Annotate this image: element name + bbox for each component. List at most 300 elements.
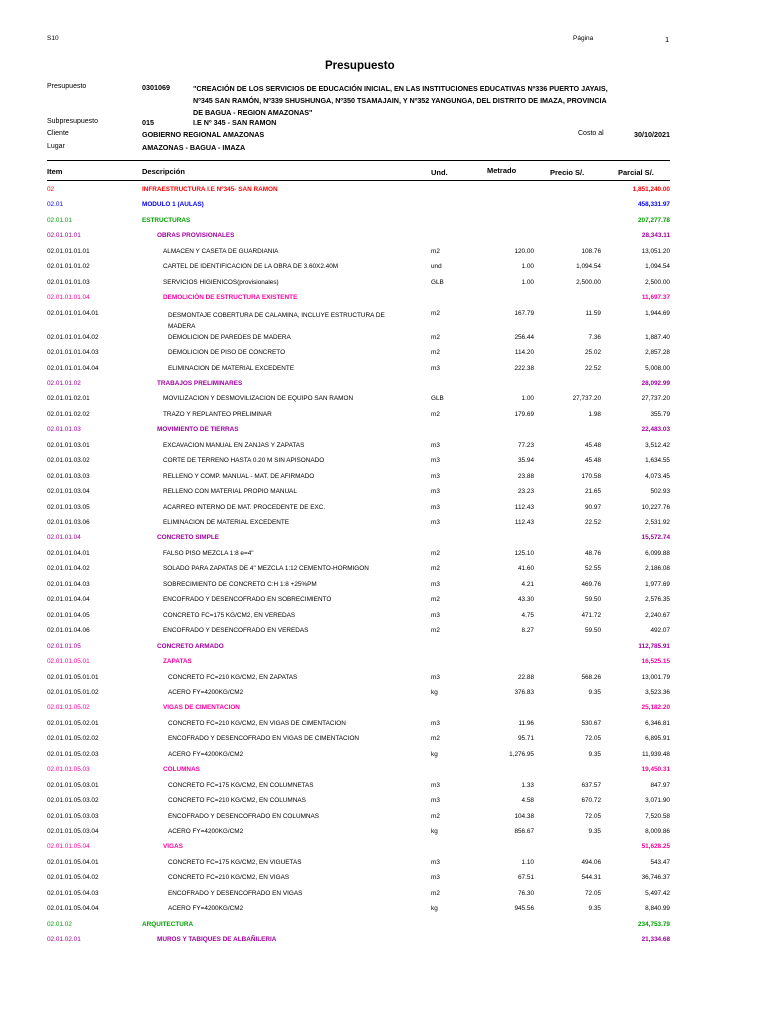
item-description: DEMOLICIÓN DE ESTRUCTURA EXISTENTE	[163, 294, 298, 302]
item-parcial: 27,737.20	[641, 395, 670, 403]
item-metrado: 856.67	[514, 828, 534, 835]
item-unit: m2	[431, 309, 440, 317]
item-metrado: 43.30	[518, 596, 534, 604]
item-parcial: 1,977.69	[645, 580, 670, 588]
table-group-row	[0, 936, 768, 951]
cliente-value: GOBIERNO REGIONAL AMAZONAS	[142, 130, 265, 139]
item-code: 02.01.01.01.04.04	[47, 364, 99, 372]
item-description: FALSO PISO MEZCLA 1:8 e=4"	[163, 549, 254, 557]
item-precio: 27,737.20	[572, 395, 601, 403]
item-description: TRAZO Y REPLANTEO PRELIMINAR	[163, 410, 272, 418]
table-row	[0, 504, 768, 519]
item-parcial: 5,008.00	[645, 364, 670, 372]
item-metrado: 77.23	[518, 441, 534, 449]
item-code: 02.01.01.05.01.02	[47, 688, 99, 696]
item-code: 02.01.01.04.03	[47, 580, 90, 588]
item-code: 02.01.01.05.03.01	[47, 781, 99, 789]
table-group-row	[0, 921, 768, 936]
costo-date: 30/10/2021	[634, 130, 670, 139]
item-parcial: 6,895.91	[645, 735, 670, 743]
item-description: SOLADO PARA ZAPATAS DE 4" MEZCLA 1:12 CEMENTO-HORMIGON	[163, 565, 369, 573]
item-metrado: 167.79	[514, 309, 534, 317]
item-description: CONCRETO FC=210 KG/CM2, EN VIGAS DE CIMENTACION	[168, 719, 346, 727]
item-metrado: 945.56	[514, 905, 534, 913]
item-parcial: 11,697.37	[641, 294, 670, 302]
item-parcial: 13,001.79	[641, 673, 670, 681]
item-parcial: 8,840.99	[645, 905, 670, 913]
item-code: 02.01.01.05.03	[47, 766, 90, 774]
item-metrado: 4.58	[521, 797, 534, 805]
item-description: CONCRETO FC=175 KG/CM2, EN VEREDAS	[163, 611, 296, 619]
item-description: CONCRETO ARMADO	[157, 642, 224, 650]
item-parcial: 492.07	[650, 627, 670, 635]
item-description: COLUMNAS	[163, 766, 200, 774]
item-description: ACERO FY=4200KG/CM2	[168, 688, 244, 696]
item-code: 02.01.01	[47, 216, 72, 224]
table-group-row	[0, 201, 768, 216]
item-precio: 2,500.00	[576, 278, 601, 286]
item-unit: m2	[431, 565, 440, 573]
item-code: 02	[47, 186, 55, 193]
item-precio: 170.58	[581, 472, 601, 480]
item-code: 02.01.01.05.04.01	[47, 858, 99, 866]
table-group-row	[0, 232, 768, 247]
item-parcial: 13,051.20	[641, 247, 670, 255]
table-row	[0, 395, 768, 410]
item-unit: m3	[431, 519, 440, 526]
item-unit: m2	[431, 735, 440, 743]
item-metrado: 67.51	[518, 874, 534, 882]
table-group-row	[0, 217, 768, 232]
item-unit: m3	[431, 611, 440, 619]
item-precio: 48.76	[585, 549, 601, 557]
item-metrado: 22.88	[518, 673, 534, 681]
item-unit: m3	[431, 858, 440, 866]
item-precio: 9.35	[588, 688, 601, 696]
item-parcial: 3,523.36	[645, 688, 670, 696]
item-parcial: 543.47	[650, 858, 670, 866]
item-metrado: 222.38	[514, 364, 534, 372]
table-row	[0, 565, 768, 580]
page-label: Página	[573, 35, 594, 42]
item-parcial: 3,071.90	[645, 797, 670, 805]
item-description: CONCRETO FC=175 KG/CM2, EN COLUMNETAS	[168, 781, 314, 789]
item-metrado: 23.23	[518, 488, 534, 496]
item-code: 02.01.01.05.04.03	[47, 889, 99, 897]
item-parcial: 25,182.20	[641, 704, 670, 712]
presupuesto-description: "CREACIÓN DE LOS SERVICIOS DE EDUCACIÓN INICIAL, EN LAS INSTITUCIONES EDUCATIVAS Nº336 PUERTO JAYAIS, Nº345 SAN RAMÓN, Nº339 SHUSHUNGA, Nº350 TSAMAJAIN, Y Nº352 YANGUNGA, DEL DISTRITO DE IMAZA, PROVINCIA DE BAGUA - REGION AMAZONAS"	[193, 84, 608, 117]
item-unit: m3	[431, 488, 440, 496]
item-metrado: 4.75	[521, 611, 534, 619]
page-number: 1	[665, 35, 670, 44]
item-code: 02.01.01.05.02.01	[47, 719, 99, 727]
item-unit: m3	[431, 503, 440, 511]
item-code: 02.01.01.02.02	[47, 410, 90, 418]
item-code: 02.01.01.05.02	[47, 704, 90, 712]
item-parcial: 6,099.88	[645, 549, 670, 557]
item-metrado: 1.00	[521, 395, 534, 403]
item-description: DEMOLICION DE PAREDES DE MADERA	[168, 333, 291, 341]
item-description: MUROS Y TABIQUES DE ALBAÑILERIA	[157, 936, 277, 944]
item-precio: 7.36	[588, 333, 601, 341]
item-metrado: 41.60	[518, 565, 534, 573]
item-code: 02.01.01.04	[47, 534, 81, 542]
header-bottom-rule	[47, 180, 670, 181]
item-precio: 469.76	[581, 580, 601, 588]
item-description: CONCRETO SIMPLE	[157, 534, 220, 542]
item-code: 02.01.01.05.01.01	[47, 673, 99, 681]
item-description: ESTRUCTURAS	[142, 216, 191, 224]
table-row	[0, 334, 768, 349]
item-unit: m2	[431, 596, 440, 604]
item-description: VIGAS	[163, 843, 183, 851]
item-unit: kg	[431, 828, 438, 835]
item-parcial: 51,628.25	[641, 843, 670, 851]
item-metrado: 4.21	[521, 580, 534, 588]
presupuesto-code: 0301069	[142, 83, 170, 92]
item-parcial: 2,240.67	[645, 611, 670, 619]
table-row	[0, 828, 768, 843]
item-metrado: 1.00	[521, 263, 534, 271]
table-row	[0, 365, 768, 380]
item-description: RELLENO CON MATERIAL PROPIO MANUAL	[163, 488, 297, 496]
item-description: ENCOFRADO Y DESENCOFRADO EN VIGAS	[168, 889, 303, 897]
item-code: 02.01.01.03.04	[47, 488, 90, 496]
item-metrado: 120.00	[514, 247, 534, 255]
item-parcial: 1,887.40	[645, 333, 670, 341]
item-precio: 637.57	[581, 781, 601, 789]
item-description: TRABAJOS PRELIMINARES	[157, 379, 243, 387]
item-code: 02.01.01.01.03	[47, 278, 90, 286]
item-parcial: 1,094.54	[645, 263, 670, 271]
item-unit: m2	[431, 349, 440, 357]
item-code: 02.01.01.01.01	[47, 247, 90, 255]
item-unit: m2	[431, 627, 440, 635]
item-precio: 25.02	[585, 349, 601, 357]
item-parcial: 847.97	[650, 781, 670, 789]
item-code: 02.01.01.04.06	[47, 627, 90, 635]
item-unit: m2	[431, 410, 440, 418]
item-code: 02.01.01.03.01	[47, 441, 90, 449]
item-unit: m3	[431, 364, 440, 372]
item-description: CARTEL DE IDENTIFICACION DE LA OBRA DE 3.60X2.40M	[163, 263, 339, 271]
item-metrado: 376.83	[514, 688, 534, 696]
table-row	[0, 349, 768, 364]
item-precio: 45.48	[585, 457, 601, 465]
item-parcial: 2,531.92	[645, 519, 670, 526]
table-row	[0, 905, 768, 920]
item-metrado: 256.44	[514, 333, 534, 341]
item-parcial: 4,073.45	[645, 472, 670, 480]
table-row	[0, 813, 768, 828]
item-parcial: 7,520.58	[645, 812, 670, 820]
table-group-row	[0, 534, 768, 549]
item-precio: 52.55	[585, 565, 601, 573]
table-row	[0, 248, 768, 263]
item-description: CONCRETO FC=210 KG/CM2, EN VIGAS	[168, 874, 290, 882]
table-row	[0, 473, 768, 488]
item-metrado: 1,276.95	[509, 750, 534, 758]
col-header-parcial: Parcial S/.	[618, 168, 654, 177]
item-metrado: 11.96	[518, 719, 534, 727]
item-metrado: 35.94	[518, 457, 534, 465]
subpresupuesto-label: Subpresupuesto	[47, 118, 98, 125]
item-code: 02.01.01.03.05	[47, 503, 90, 511]
item-unit: m3	[431, 457, 440, 465]
table-row	[0, 890, 768, 905]
item-description: SERVICIOS HIGIENICOS(provisionales)	[163, 278, 279, 286]
item-precio: 11.59	[585, 309, 601, 317]
item-description: ELIMINACION DE MATERIAL EXCEDENTE	[163, 519, 290, 526]
item-metrado: 1.33	[521, 781, 534, 789]
item-code: 02.01.02	[47, 920, 72, 928]
table-row	[0, 720, 768, 735]
table-row	[0, 263, 768, 278]
item-metrado: 114.20	[514, 349, 534, 357]
table-row	[0, 689, 768, 704]
item-code: 02.01.01.05.02.02	[47, 735, 99, 743]
item-description: MOVIMIENTO DE TIERRAS	[157, 426, 239, 434]
item-parcial: 355.79	[650, 410, 670, 418]
item-unit: kg	[431, 750, 438, 758]
item-code: 02.01.01.01.02	[47, 263, 90, 271]
item-code: 02.01.01.01.04	[47, 294, 90, 302]
item-parcial: 15,572.74	[641, 534, 670, 542]
item-unit: m3	[431, 472, 440, 480]
item-code: 02.01.01.01	[47, 232, 81, 240]
item-code: 02.01.01.02.01	[47, 395, 90, 403]
item-unit: kg	[431, 905, 438, 913]
item-metrado: 95.71	[518, 735, 534, 743]
item-code: 02.01.01.05.04.02	[47, 874, 99, 882]
item-metrado: 112.43	[514, 503, 534, 511]
col-header-metrado: Metrado	[487, 166, 517, 175]
item-metrado: 179.69	[514, 410, 534, 418]
item-precio: 9.35	[588, 828, 601, 835]
report-code: S10	[47, 35, 59, 42]
table-group-row	[0, 186, 768, 201]
item-description: CONCRETO FC=210 KG/CM2, EN ZAPATAS	[168, 673, 298, 681]
item-precio: 530.67	[581, 719, 601, 727]
item-unit: m3	[431, 797, 440, 805]
item-unit: GLB	[431, 395, 444, 403]
item-parcial: 1,851,240.00	[632, 186, 670, 193]
table-row	[0, 581, 768, 596]
item-unit: und	[431, 263, 442, 271]
item-precio: 59.50	[585, 596, 601, 604]
item-description: VIGAS DE CIMENTACION	[163, 704, 240, 712]
item-code: 02.01.01.05.02.03	[47, 750, 99, 758]
item-unit: m2	[431, 812, 440, 820]
item-unit: m2	[431, 247, 440, 255]
item-unit: m3	[431, 781, 440, 789]
item-unit: kg	[431, 688, 438, 696]
item-parcial: 3,512.42	[645, 441, 670, 449]
item-parcial: 1,944.69	[645, 309, 670, 317]
table-row	[0, 874, 768, 889]
page-title: Presupuesto	[325, 60, 395, 72]
item-description: ACERO FY=4200KG/CM2	[168, 905, 244, 913]
table-group-row	[0, 658, 768, 673]
item-parcial: 234,753.79	[638, 920, 670, 928]
item-metrado: 112.43	[514, 519, 534, 526]
item-code: 02.01.01.03.06	[47, 519, 90, 526]
item-description: DESMONTAJE COBERTURA DE CALAMINA, INCLUYE ESTRUCTURA DE MADERA	[168, 311, 385, 330]
item-code: 02.01.01.03.03	[47, 472, 90, 480]
item-parcial: 19,450.31	[641, 766, 670, 774]
table-row	[0, 782, 768, 797]
item-code: 02.01.01.01.04.01	[47, 309, 99, 317]
col-header-item: Item	[47, 167, 63, 176]
table-row	[0, 627, 768, 642]
item-parcial: 28,092.99	[641, 379, 670, 387]
subpresupuesto-description: I.E Nº 345 - SAN RAMON	[193, 118, 277, 127]
item-precio: 108.76	[581, 247, 601, 255]
table-row	[0, 674, 768, 689]
item-precio: 494.06	[581, 858, 601, 866]
item-description: ACARREO INTERNO DE MAT. PROCEDENTE DE EXC.	[163, 503, 326, 511]
table-row	[0, 488, 768, 503]
item-parcial: 21,334.68	[641, 936, 670, 944]
item-precio: 670.72	[581, 797, 601, 805]
item-description: ZAPATAS	[163, 658, 192, 666]
item-precio: 22.52	[585, 519, 601, 526]
header-top-rule	[47, 160, 670, 161]
item-metrado: 23.88	[518, 472, 534, 480]
item-description: ARQUITECTURA	[142, 920, 194, 928]
item-unit: m2	[431, 333, 440, 341]
table-row	[0, 309, 768, 330]
item-unit: m3	[431, 874, 440, 882]
item-precio: 59.50	[585, 627, 601, 635]
item-unit: m3	[431, 441, 440, 449]
item-description: MOVILIZACION Y DESMOVILIZACION DE EQUIPO SAN RAMON	[163, 395, 354, 403]
item-description: CONCRETO FC=210 KG/CM2, EN COLUMNAS	[168, 797, 306, 805]
item-description: ACERO FY=4200KG/CM2	[168, 828, 244, 835]
item-metrado: 1.10	[521, 858, 534, 866]
item-code: 02.01.01.01.04.03	[47, 349, 99, 357]
item-description: CONCRETO FC=175 KG/CM2, EN VIGUETAS	[168, 858, 302, 866]
table-row	[0, 612, 768, 627]
item-description: ELIMINACION DE MATERIAL EXCEDENTE	[168, 364, 295, 372]
item-parcial: 2,500.00	[645, 278, 670, 286]
presupuesto-label: Presupuesto	[47, 83, 87, 90]
item-metrado: 8.27	[521, 627, 534, 635]
item-precio: 45.48	[585, 441, 601, 449]
item-description: ENCOFRADO Y DESENCOFRADO EN VIGAS DE CIMENTACION	[168, 735, 360, 743]
table-group-row	[0, 426, 768, 441]
item-precio: 22.52	[585, 364, 601, 372]
item-code: 02.01.01.04.01	[47, 549, 90, 557]
item-description: EXCAVACION MANUAL EN ZANJAS Y ZAPATAS	[163, 441, 305, 449]
item-parcial: 2,576.35	[645, 596, 670, 604]
item-parcial: 1,634.55	[645, 457, 670, 465]
item-precio: 72.05	[585, 812, 601, 820]
table-row	[0, 797, 768, 812]
table-row	[0, 751, 768, 766]
item-parcial: 2,186.08	[645, 565, 670, 573]
item-precio: 9.35	[588, 750, 601, 758]
item-precio: 72.05	[585, 735, 601, 743]
item-unit: m2	[431, 549, 440, 557]
item-precio: 90.97	[585, 503, 601, 511]
item-code: 02.01.01.05.04.04	[47, 905, 99, 913]
item-parcial: 28,343.11	[641, 232, 670, 240]
item-parcial: 112,785.91	[638, 642, 670, 650]
table-row	[0, 442, 768, 457]
item-parcial: 22,483.03	[641, 426, 670, 434]
item-code: 02.01.01.05.03.02	[47, 797, 99, 805]
item-code: 02.01.01.04.05	[47, 611, 90, 619]
col-header-description: Descripción	[142, 167, 185, 176]
cliente-label: Cliente	[47, 130, 69, 137]
item-parcial: 207,277.78	[638, 216, 670, 224]
subpresupuesto-code: 015	[142, 118, 154, 127]
lugar-label: Lugar	[47, 143, 65, 150]
item-unit: m3	[431, 580, 440, 588]
item-description: RELLENO Y COMP. MANUAL - MAT. DE AFIRMADO	[163, 472, 315, 480]
table-row	[0, 457, 768, 472]
item-code: 02.01.01.05.03.03	[47, 812, 99, 820]
item-unit: m3	[431, 673, 440, 681]
item-parcial: 36,746.37	[641, 874, 670, 882]
item-precio: 1,094.54	[576, 263, 601, 271]
col-header-unit: Und.	[431, 168, 448, 177]
item-description: OBRAS PROVISIONALES	[157, 232, 235, 240]
item-precio: 568.26	[581, 673, 601, 681]
item-precio: 72.05	[585, 889, 601, 897]
col-header-precio: Precio S/.	[550, 168, 585, 177]
item-description: ENCOFRADO Y DESENCOFRADO EN VEREDAS	[163, 627, 309, 635]
item-description: DEMOLICION DE PISO DE CONCRETO	[168, 349, 286, 357]
item-code: 02.01.01.04.02	[47, 565, 90, 573]
item-parcial: 6,346.81	[645, 719, 670, 727]
item-description: MODULO 1 (AULAS)	[142, 201, 204, 209]
costo-label: Costo al	[578, 130, 604, 137]
item-code: 02.01.01.03.02	[47, 457, 90, 465]
item-precio: 471.72	[581, 611, 601, 619]
item-parcial: 11,939.48	[642, 750, 670, 758]
item-description: INFRAESTRUCTURA I.E Nº345- SAN RAMON	[142, 186, 278, 193]
table-group-row	[0, 766, 768, 781]
item-parcial: 458,331.97	[638, 201, 670, 209]
table-group-row	[0, 643, 768, 658]
item-precio: 1.98	[588, 410, 601, 418]
table-group-row	[0, 380, 768, 395]
item-description: ENCOFRADO Y DESENCOFRADO EN COLUMNAS	[168, 812, 320, 820]
item-code: 02.01	[47, 201, 63, 209]
item-description: ACERO FY=4200KG/CM2	[168, 750, 244, 758]
item-precio: 21.65	[585, 488, 601, 496]
item-description: CORTE DE TERRENO HASTA 0.20 M SIN APISONADO	[163, 457, 325, 465]
table-row	[0, 596, 768, 611]
table-row	[0, 279, 768, 294]
item-description: ALMACEN Y CASETA DE GUARDIANIA	[163, 247, 279, 255]
table-row	[0, 550, 768, 565]
table-row	[0, 859, 768, 874]
item-code: 02.01.01.04.04	[47, 596, 90, 604]
table-row	[0, 735, 768, 750]
table-row	[0, 411, 768, 426]
item-parcial: 502.93	[650, 488, 670, 496]
item-code: 02.01.01.05.04	[47, 843, 90, 851]
table-group-row	[0, 704, 768, 719]
item-precio: 544.31	[581, 874, 601, 882]
lugar-value: AMAZONAS - BAGUA - IMAZA	[142, 143, 246, 152]
item-parcial: 10,227.76	[641, 503, 670, 511]
item-code: 02.01.01.05.01	[47, 658, 90, 666]
item-code: 02.01.02.01	[47, 936, 81, 944]
